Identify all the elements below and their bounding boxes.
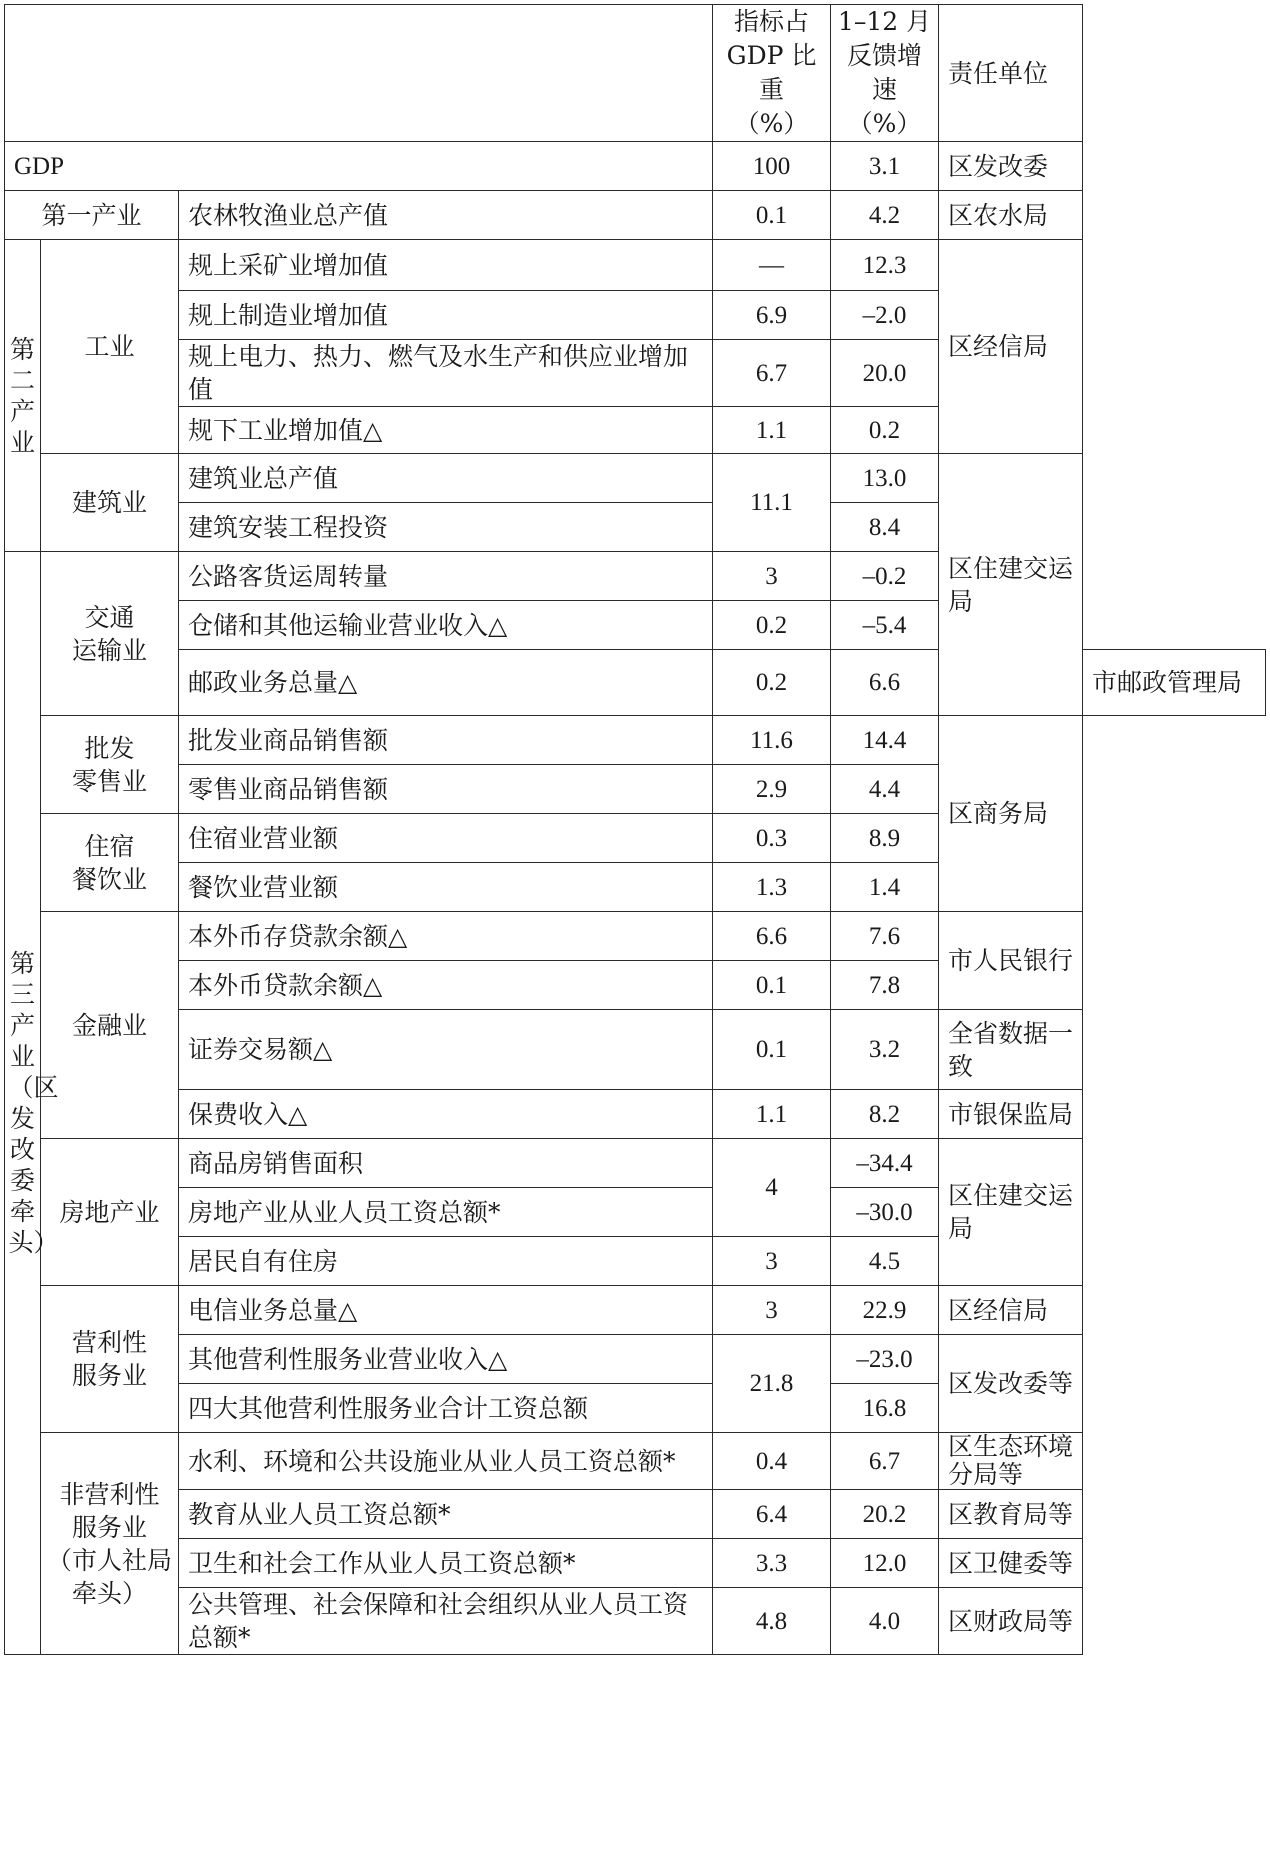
postal-unit: 市邮政管理局 [1083,650,1266,716]
nonprofit-services-indicator: 教育从业人员工资总额* [179,1490,713,1539]
realestate-share: 3 [713,1237,831,1286]
header-row [5,5,1266,142]
industry-label: 工业 [41,240,179,454]
industry-growth: 0.2 [831,407,939,454]
table-row [5,716,1266,765]
nonprofit-services-share: 6.4 [713,1490,831,1539]
nonprofit-services-share: 4.8 [713,1588,831,1655]
table-row [5,1490,1266,1539]
finance-share: 0.1 [713,961,831,1010]
table-row [5,1588,1266,1655]
transport-share: 0.2 [713,601,831,650]
industry-share: 6.9 [713,291,831,340]
hospitality-indicator: 餐饮业营业额 [179,863,713,912]
transport-indicator: 邮政业务总量△ [179,650,713,716]
realestate-share: 4 [713,1139,831,1237]
nonprofit-services-unit: 区财政局等 [939,1588,1083,1655]
finance-indicator: 本外币贷款余额△ [179,961,713,1010]
hospitality-label: 住宿 餐饮业 [41,814,179,912]
table-row [5,454,1266,503]
construction-share: 11.1 [713,454,831,552]
industry-share: 1.1 [713,407,831,454]
transport-growth: –0.2 [831,552,939,601]
primary-unit: 区农水局 [939,191,1083,240]
realestate-label: 房地产业 [41,1139,179,1286]
realestate-growth: –34.4 [831,1139,939,1188]
nonprofit-services-growth: 6.7 [831,1433,939,1490]
realestate-unit: 区住建交运局 [939,1139,1083,1286]
secondary-label: 第二产业 [5,240,41,552]
transport-growth: –5.4 [831,601,939,650]
table-row [5,1433,1266,1490]
construction-label: 建筑业 [41,454,179,552]
table-row [5,1090,1266,1139]
nonprofit-services-growth: 12.0 [831,1539,939,1588]
industry-growth: 20.0 [831,340,939,407]
securities-unit: 全省数据一致 [939,1010,1083,1090]
realestate-indicator: 居民自有住房 [179,1237,713,1286]
finance-growth: 8.2 [831,1090,939,1139]
primary-indicator: 农林牧渔业总产值 [179,191,713,240]
industry-unit: 区经信局 [939,240,1083,454]
gdp-unit: 区发改委 [939,142,1083,191]
tertiary-label: 第三产业（区发改委牵头） [5,552,41,1655]
construction-indicator: 建筑安装工程投资 [179,503,713,552]
nonprofit-services-indicator: 公共管理、社会保障和社会组织从业人员工资总额* [179,1588,713,1655]
header-unit: 责任单位 [939,5,1083,142]
nonprofit-services-growth: 4.0 [831,1588,939,1655]
hospitality-growth: 8.9 [831,814,939,863]
construction-transport-unit: 区住建交运局 [939,454,1083,716]
finance-share: 1.1 [713,1090,831,1139]
table-row [5,240,1266,291]
realestate-indicator: 房地产业从业人员工资总额* [179,1188,713,1237]
gdp-share: 100 [713,142,831,191]
profit-services-share: 3 [713,1286,831,1335]
nonprofit-services-unit: 区生态环境分局等 [939,1433,1083,1490]
bank-unit: 市人民银行 [939,912,1083,1010]
trade-indicator: 批发业商品销售额 [179,716,713,765]
table-row [5,1539,1266,1588]
construction-growth: 13.0 [831,454,939,503]
primary-label: 第一产业 [5,191,179,240]
profit-services-share: 21.8 [713,1335,831,1433]
trade-indicator: 零售业商品销售额 [179,765,713,814]
finance-indicator: 本外币存贷款余额△ [179,912,713,961]
construction-growth: 8.4 [831,503,939,552]
table-row [5,1335,1266,1384]
insurance-unit: 市银保监局 [939,1090,1083,1139]
realestate-indicator: 商品房销售面积 [179,1139,713,1188]
hospitality-indicator: 住宿业营业额 [179,814,713,863]
header-share: 指标占 GDP 比重 （%） [713,5,831,142]
header-blank [5,5,713,142]
profit-services-indicator: 其他营利性服务业营业收入△ [179,1335,713,1384]
transport-share: 0.2 [713,650,831,716]
nonprofit-services-indicator: 卫生和社会工作从业人员工资总额* [179,1539,713,1588]
finance-share: 6.6 [713,912,831,961]
nonprofit-services-share: 0.4 [713,1433,831,1490]
nonprofit-services-unit: 区教育局等 [939,1490,1083,1539]
transport-indicator: 仓储和其他运输业营业收入△ [179,601,713,650]
transport-label: 交通 运输业 [41,552,179,716]
finance-growth: 7.8 [831,961,939,1010]
profit-services-unit: 区发改委等 [939,1335,1083,1433]
profit-services-label: 营利性 服务业 [41,1286,179,1433]
hospitality-share: 1.3 [713,863,831,912]
indicator-table [4,4,1266,1655]
industry-indicator: 规上电力、热力、燃气及水生产和供应业增加值 [179,340,713,407]
trade-share: 2.9 [713,765,831,814]
primary-growth: 4.2 [831,191,939,240]
nonprofit-services-indicator: 水利、环境和公共设施业从业人员工资总额* [179,1433,713,1490]
table-row [5,142,1266,191]
finance-share: 0.1 [713,1010,831,1090]
finance-growth: 3.2 [831,1010,939,1090]
realestate-growth: –30.0 [831,1188,939,1237]
table-row [5,1286,1266,1335]
profit-services-indicator: 四大其他营利性服务业合计工资总额 [179,1384,713,1433]
nonprofit-services-growth: 20.2 [831,1490,939,1539]
transport-indicator: 公路客货运周转量 [179,552,713,601]
header-growth: 1–12 月 反馈增速 （%） [831,5,939,142]
profit-services-indicator: 电信业务总量△ [179,1286,713,1335]
realestate-growth: 4.5 [831,1237,939,1286]
finance-growth: 7.6 [831,912,939,961]
industry-indicator: 规上制造业增加值 [179,291,713,340]
gdp-label: GDP [5,142,713,191]
trade-growth: 4.4 [831,765,939,814]
finance-label: 金融业 [41,912,179,1139]
table-row [5,191,1266,240]
industry-share: 6.7 [713,340,831,407]
hospitality-share: 0.3 [713,814,831,863]
trade-share: 11.6 [713,716,831,765]
profit-services-growth: 22.9 [831,1286,939,1335]
trade-growth: 14.4 [831,716,939,765]
nonprofit-services-unit: 区卫健委等 [939,1539,1083,1588]
nonprofit-services-label: 非营利性 服务业 （市人社局 牵头） [41,1433,179,1655]
transport-share: 3 [713,552,831,601]
primary-share: 0.1 [713,191,831,240]
transport-growth: 6.6 [831,650,939,716]
profit-services-growth: –23.0 [831,1335,939,1384]
nonprofit-services-share: 3.3 [713,1539,831,1588]
industry-indicator: 规上采矿业增加值 [179,240,713,291]
industry-growth: 12.3 [831,240,939,291]
table-row [5,1139,1266,1188]
commerce-unit: 区商务局 [939,716,1083,912]
finance-indicator: 保费收入△ [179,1090,713,1139]
gdp-growth: 3.1 [831,142,939,191]
trade-label: 批发 零售业 [41,716,179,814]
industry-share: –– [713,240,831,291]
table-row [5,912,1266,961]
profit-services-growth: 16.8 [831,1384,939,1433]
finance-indicator: 证券交易额△ [179,1010,713,1090]
industry-indicator: 规下工业增加值△ [179,407,713,454]
industry-growth: –2.0 [831,291,939,340]
table-row [5,1010,1266,1090]
telecom-unit: 区经信局 [939,1286,1083,1335]
construction-indicator: 建筑业总产值 [179,454,713,503]
hospitality-growth: 1.4 [831,863,939,912]
